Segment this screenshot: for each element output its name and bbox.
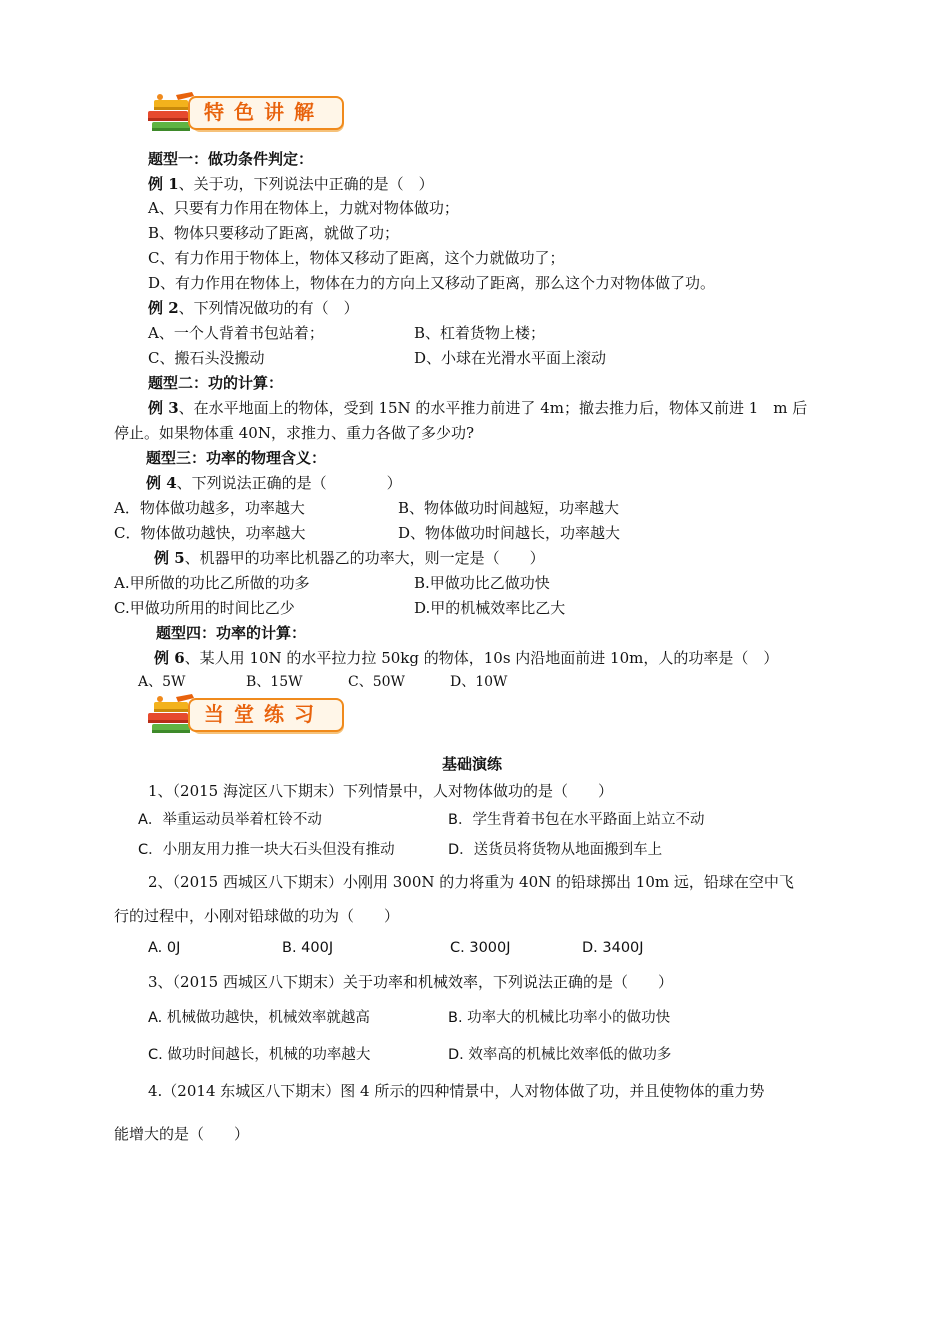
option-c: C．物体做功越快，功率越大 (114, 524, 306, 542)
example-label: 例 1 (148, 175, 179, 193)
example-label: 例 3 (148, 399, 179, 417)
question-2-cont: 行的过程中，小刚对铅球做的功为（ ） (114, 907, 400, 925)
option-d: D、10W (450, 674, 508, 690)
option-b: B、杠着货物上楼； (414, 324, 546, 342)
option-a: A.甲所做的功比乙所做的功多 (114, 574, 310, 592)
example-4 (146, 473, 402, 493)
option-d: D. 效率高的机械比效率低的做功多 (448, 1047, 672, 1063)
option-c: C、搬石头没搬动 (148, 349, 265, 367)
example-3-cont: 停止。如果物体重 40N，求推力、重力各做了多少功? (114, 424, 475, 442)
example-label: 例 6 (154, 649, 185, 667)
option-b: B. 400J (282, 940, 334, 956)
option-c: C.甲做功所用的时间比乙少 (114, 599, 295, 617)
question-2: 2、（2015 西城区八下期末）小刚用 300N 的力将重为 40N 的铅球掷出 10m 远，铅球在空中飞 (148, 873, 794, 891)
example-question: 、下列情况做功的有（ ） (178, 299, 359, 317)
type-heading-2: 题型二：功的计算： (148, 374, 284, 392)
option-a: A．举重运动员举着杠铃不动 (138, 812, 322, 828)
example-label: 例 5 (154, 549, 185, 567)
option-a: A. 机械做功越快，机械效率就越高 (148, 1010, 370, 1026)
section-banner-practice (146, 694, 346, 738)
option-d: D. 3400J (582, 940, 644, 956)
example-label: 例 4 (146, 474, 177, 492)
question-3: 3、（2015 西城区八下期末）关于功率和机械效率，下列说法正确的是（ ） (148, 973, 673, 991)
example-label: 例 2 (148, 299, 179, 317)
option-d: D、小球在光滑水平面上滚动 (414, 349, 607, 367)
option-b: B、物体只要移动了距离，就做了功； (148, 224, 400, 242)
example-question: 、关于功，下列说法中正确的是（ ） (178, 175, 434, 193)
option-b: B. 功率大的机械比功率小的做功快 (448, 1010, 671, 1026)
option-a: A、5W (138, 674, 186, 690)
question-1: 1、（2015 海淀区八下期末）下列情景中，人对物体做功的是（ ） (148, 782, 613, 800)
section-banner-features (146, 92, 346, 136)
option-b: B.甲做功比乙做功快 (414, 574, 550, 592)
option-c: C、有力作用于物体上，物体又移动了距离，这个力就做功了； (148, 249, 565, 267)
type-heading-1: 题型一：做功条件判定： (148, 150, 314, 168)
option-a: A、一个人背着书包站着； (148, 324, 324, 342)
example-6 (154, 648, 778, 668)
example-question: 、在水平地面上的物体，受到 15N 的水平推力前进了 4m；撤去推力后，物体又前进 1 m 后 (178, 399, 808, 417)
option-d: D．送货员将货物从地面搬到车上 (448, 842, 663, 858)
example-question: 、下列说法正确的是（ ） (176, 474, 402, 492)
option-c: C. 3000J (450, 940, 511, 956)
option-d: D.甲的机械效率比乙大 (414, 599, 566, 617)
example-question: 、机器甲的功率比机器乙的功率大，则一定是（ ） (184, 549, 545, 567)
question-4-cont: 能增大的是（ ） (114, 1125, 250, 1143)
example-question: 、某人用 10N 的水平拉力拉 50kg 的物体，10s 内沿地面前进 10m，人的功率是（ ） (184, 649, 779, 667)
banner-title: 当堂练习 (204, 702, 324, 726)
type-heading-4: 题型四：功率的计算： (156, 624, 307, 642)
example-3 (148, 398, 807, 418)
option-b: B．学生背着书包在水平路面上站立不动 (448, 812, 705, 828)
option-c: C、50W (348, 674, 405, 690)
option-a: A. 0J (148, 940, 181, 956)
option-a: A．物体做功越多，功率越大 (114, 499, 305, 517)
section-heading: 基础演练 (442, 755, 503, 773)
type-heading-3: 题型三：功率的物理含义： (146, 449, 327, 467)
option-c: C. 做功时间越长，机械的功率越大 (148, 1047, 371, 1063)
example-5 (154, 548, 545, 568)
option-c: C．小朋友用力推一块大石头但没有推动 (138, 842, 395, 858)
example-2 (148, 298, 359, 318)
option-a: A、只要有力作用在物体上，力就对物体做功； (148, 199, 459, 217)
example-1 (148, 174, 434, 194)
option-d: D、有力作用在物体上，物体在力的方向上又移动了距离，那么这个力对物体做了功。 (148, 274, 716, 292)
option-b: B、物体做功时间越短，功率越大 (398, 499, 620, 517)
banner-title: 特色讲解 (204, 100, 324, 124)
question-4: 4.（2014 东城区八下期末）图 4 所示的四种情景中，人对物体做了功，并且使物体的重力势 (148, 1082, 765, 1100)
option-d: D、物体做功时间越长，功率越大 (398, 524, 621, 542)
option-b: B、15W (246, 674, 303, 690)
